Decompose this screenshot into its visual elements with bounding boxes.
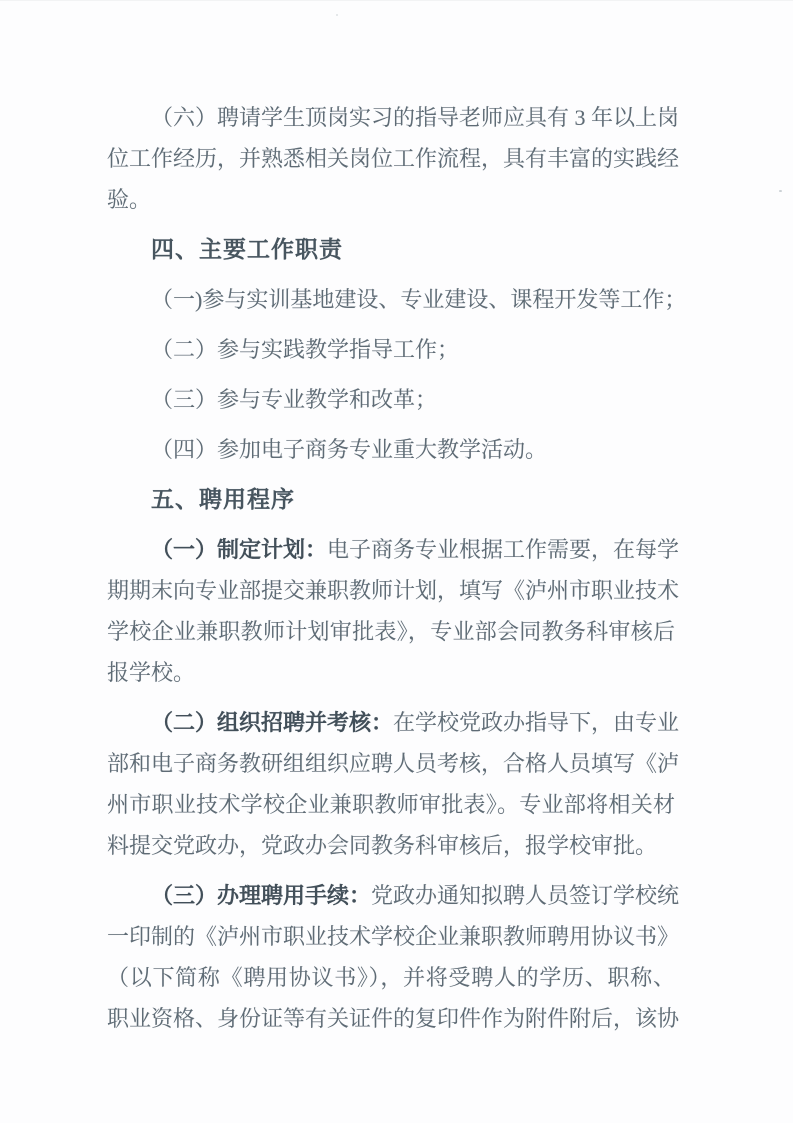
text-line: （二）参与实践教学指导工作； <box>151 337 460 362</box>
text-line: 报学校。 <box>107 660 196 685</box>
step-text: 电子商务专业根据工作需要，在每学 <box>327 537 680 562</box>
text-line <box>107 875 680 916</box>
section-heading-procedure: 五、聘用程序 <box>151 486 295 512</box>
text-line: 验。 <box>107 187 152 212</box>
text-line: 料提交党政办，党政办会同教务科审核后，报学校审批。 <box>107 833 658 858</box>
text-line: （六）聘请学生顶岗实习的指导老师应具有 3 年以上岗 <box>151 105 680 130</box>
text-line <box>107 529 680 570</box>
duty-item-1 <box>107 279 687 320</box>
text-line <box>107 702 680 743</box>
text-line: （三）参与专业教学和改革； <box>151 387 438 412</box>
text-line: 部和电子商务教研组组织应聘人员考核，合格人员填写《泸 <box>107 751 680 776</box>
step-lead-bold: （二）组织招聘并考核： <box>151 710 394 735</box>
text-line: （四）参加电子商务专业重大教学活动。 <box>151 437 548 462</box>
scan-speck <box>336 14 338 16</box>
text-line: （以下简称《聘用协议书》），并将受聘人的学历、职称、 <box>107 965 675 990</box>
paragraph-intro-item-6 <box>107 97 680 220</box>
procedure-step-3 <box>107 875 680 1039</box>
step-lead-bold: （一）制定计划： <box>151 537 328 562</box>
text-line: 职业资格、身份证等有关证件的复印件作为附件附后，该协 <box>107 1006 680 1031</box>
step-lead-bold: （三）办理聘用手续： <box>151 883 372 908</box>
text-line: 学校企业兼职教师计划审批表》，专业部会同教务科审核后 <box>107 619 675 644</box>
text-line: （一)参与实训基地建设、专业建设、课程开发等工作； <box>151 287 687 312</box>
text-line: 期期末向专业部提交兼职教师计划，填写《泸州市职业技术 <box>107 578 680 603</box>
duty-item-4 <box>107 429 675 470</box>
text-line: 一印制的《泸州市职业技术学校企业兼职教师聘用协议书》 <box>107 924 680 949</box>
procedure-step-2 <box>107 702 680 866</box>
document-body <box>107 97 687 1048</box>
scan-speck <box>779 190 782 192</box>
text-line: 位工作经历，并熟悉相关岗位工作流程，具有丰富的实践经 <box>107 146 680 171</box>
text-line: 州市职业技术学校企业兼职教师审批表》。专业部将相关材 <box>107 792 675 817</box>
step-text: 党政办通知拟聘人员签订学校统 <box>371 883 680 908</box>
section-heading-duties: 四、主要工作职责 <box>151 236 343 262</box>
duty-item-3 <box>107 379 675 420</box>
procedure-step-1 <box>107 529 680 693</box>
duty-item-2 <box>107 329 675 370</box>
step-text: 在学校党政办指导下，由专业 <box>393 710 680 735</box>
